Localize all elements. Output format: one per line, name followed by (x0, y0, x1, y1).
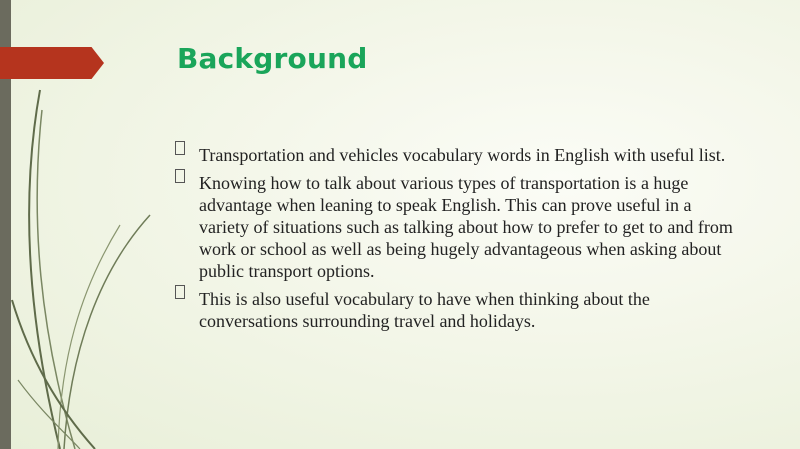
bullet-text: Transportation and vehicles vocabulary words in English with useful list. (199, 145, 726, 165)
bullet-list (175, 144, 735, 338)
bullet-item (175, 144, 735, 166)
bullet-item (175, 288, 735, 332)
bullet-marker-icon (175, 141, 185, 155)
bullet-text: This is also useful vocabulary to have when thinking about the conversations surrounding travel and holidays. (199, 289, 650, 331)
bullet-text: Knowing how to talk about various types of transportation is a huge advantage when leaning to speak English. This can prove useful in a variety of situations such as talking about how to prefer to get to and from work or school as well as being hugely advantageous when asking about public transport options. (199, 173, 733, 281)
slide-title: Background (177, 42, 368, 75)
title-accent-tab (0, 47, 104, 79)
bullet-marker-icon (175, 285, 185, 299)
bullet-marker-icon (175, 169, 185, 183)
bullet-item (175, 172, 735, 282)
